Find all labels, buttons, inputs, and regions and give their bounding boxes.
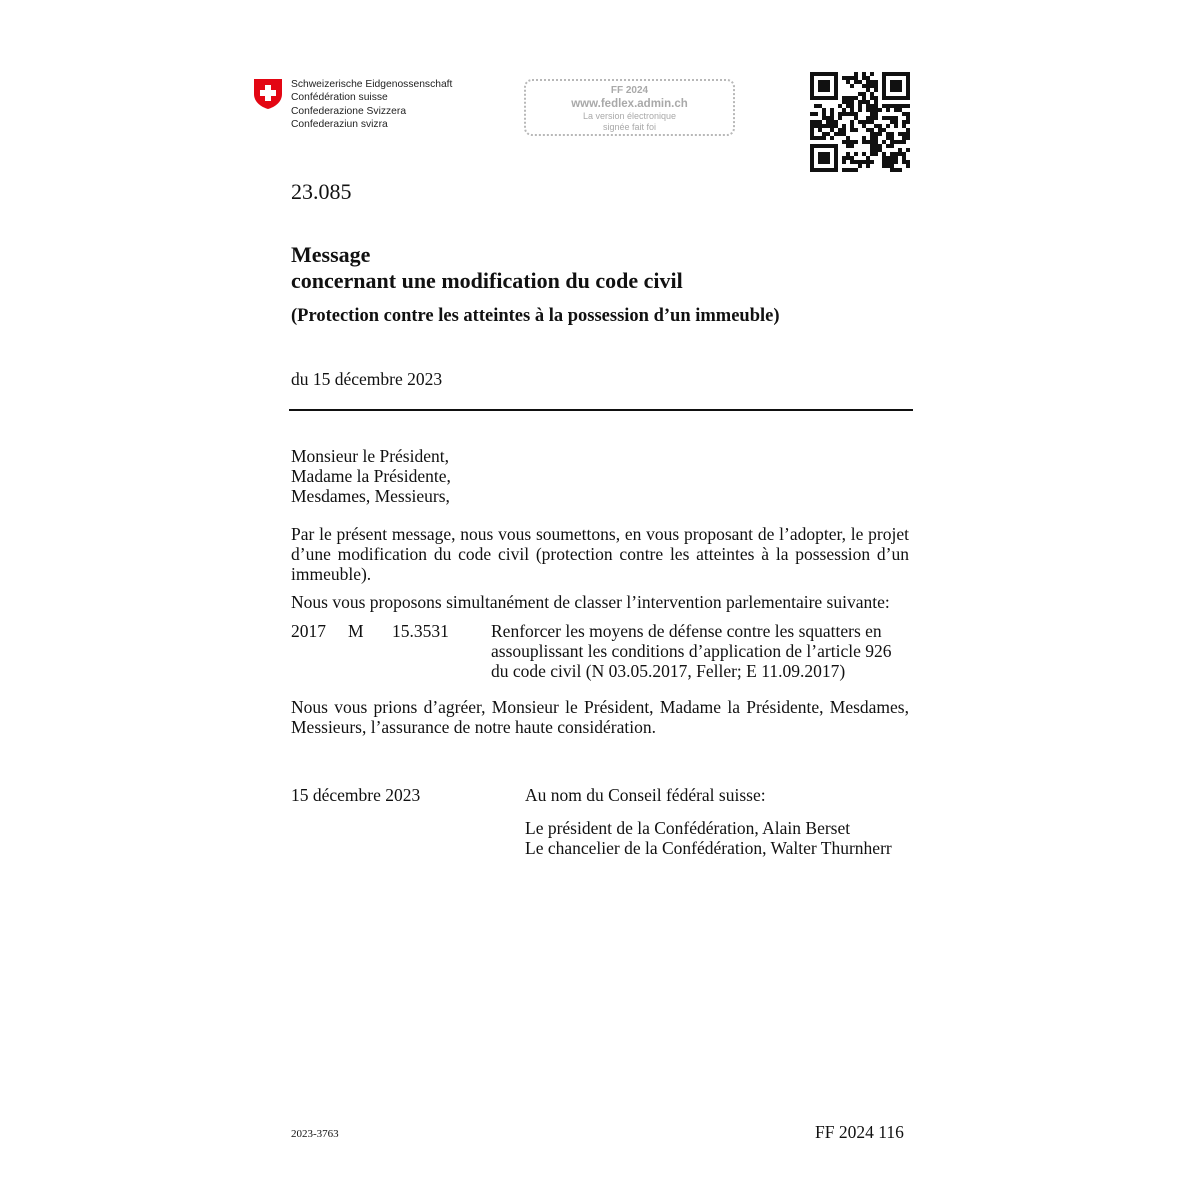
- signatories: [525, 818, 892, 858]
- electronic-version-stamp: [524, 79, 735, 136]
- footer-page-reference: FF 2024 116: [815, 1122, 904, 1142]
- signatory-chancellor: Le chancelier de la Confédération, Walter Thurnherr: [525, 838, 892, 858]
- qr-code-icon: [810, 72, 910, 172]
- intervention-desc-line-2: assouplissant les conditions d’application de l’article 926: [491, 641, 892, 661]
- swiss-cross-icon: [253, 78, 283, 110]
- intervention-desc-line-3: du code civil (N 03.05.2017, Feller; E 11.09.2017): [491, 661, 846, 681]
- footer-reference: 2023-3763: [291, 1128, 339, 1140]
- stamp-line-1: FF 2024: [610, 85, 649, 96]
- intervention-year: 2017: [291, 621, 326, 641]
- confederation-name-fr: Confédération suisse: [291, 92, 388, 104]
- salutation-line-2: Madame la Présidente,: [291, 466, 451, 486]
- header-divider: [289, 409, 913, 411]
- salutation-line-3: Mesdames, Messieurs,: [291, 486, 450, 506]
- proposal-paragraph: Nous vous proposons simultanément de classer l’intervention parlementaire suivante:: [291, 592, 890, 612]
- document-date: du 15 décembre 2023: [291, 369, 443, 389]
- document-number: 23.085: [291, 179, 352, 204]
- intervention-description: [491, 621, 911, 681]
- salutation: [291, 446, 451, 506]
- confederation-names: [291, 78, 452, 132]
- stamp-line-2: www.fedlex.admin.ch: [571, 98, 688, 110]
- stamp-line-3: La version électronique: [582, 111, 677, 121]
- signature-authority: Au nom du Conseil fédéral suisse:: [525, 785, 766, 805]
- title-line-2: concernant une modification du code civil: [291, 268, 683, 293]
- confederation-name-de: Schweizerische Eidgenossenschaft: [291, 79, 453, 90]
- confederation-name-it: Confederazione Svizzera: [291, 105, 407, 117]
- confederation-name-rm: Confederaziun svizra: [291, 119, 388, 131]
- stamp-line-4: signée fait foi: [602, 122, 657, 132]
- intervention-type: M: [348, 621, 364, 641]
- signatory-president: Le président de la Confédération, Alain Berset: [525, 818, 851, 838]
- salutation-line-1: Monsieur le Président,: [291, 446, 449, 466]
- intervention-number: 15.3531: [392, 621, 449, 641]
- intro-paragraph: Par le présent message, nous vous soumettons, en vous proposant de l’adopter, le projet d’une modification du code civil (protection contre les atteintes à la possession d’un immeuble).: [291, 524, 909, 584]
- signature-date: 15 décembre 2023: [291, 785, 421, 805]
- intervention-desc-line-1: Renforcer les moyens de défense contre les squatters en: [491, 621, 882, 641]
- closing-paragraph: Nous vous prions d’agréer, Monsieur le Président, Madame la Présidente, Mesdames, Messieurs, l’assurance de notre haute considération.: [291, 697, 909, 737]
- document-title: [291, 242, 683, 294]
- document-subtitle: (Protection contre les atteintes à la possession d’un immeuble): [291, 306, 780, 326]
- title-line-1: Message: [291, 242, 371, 267]
